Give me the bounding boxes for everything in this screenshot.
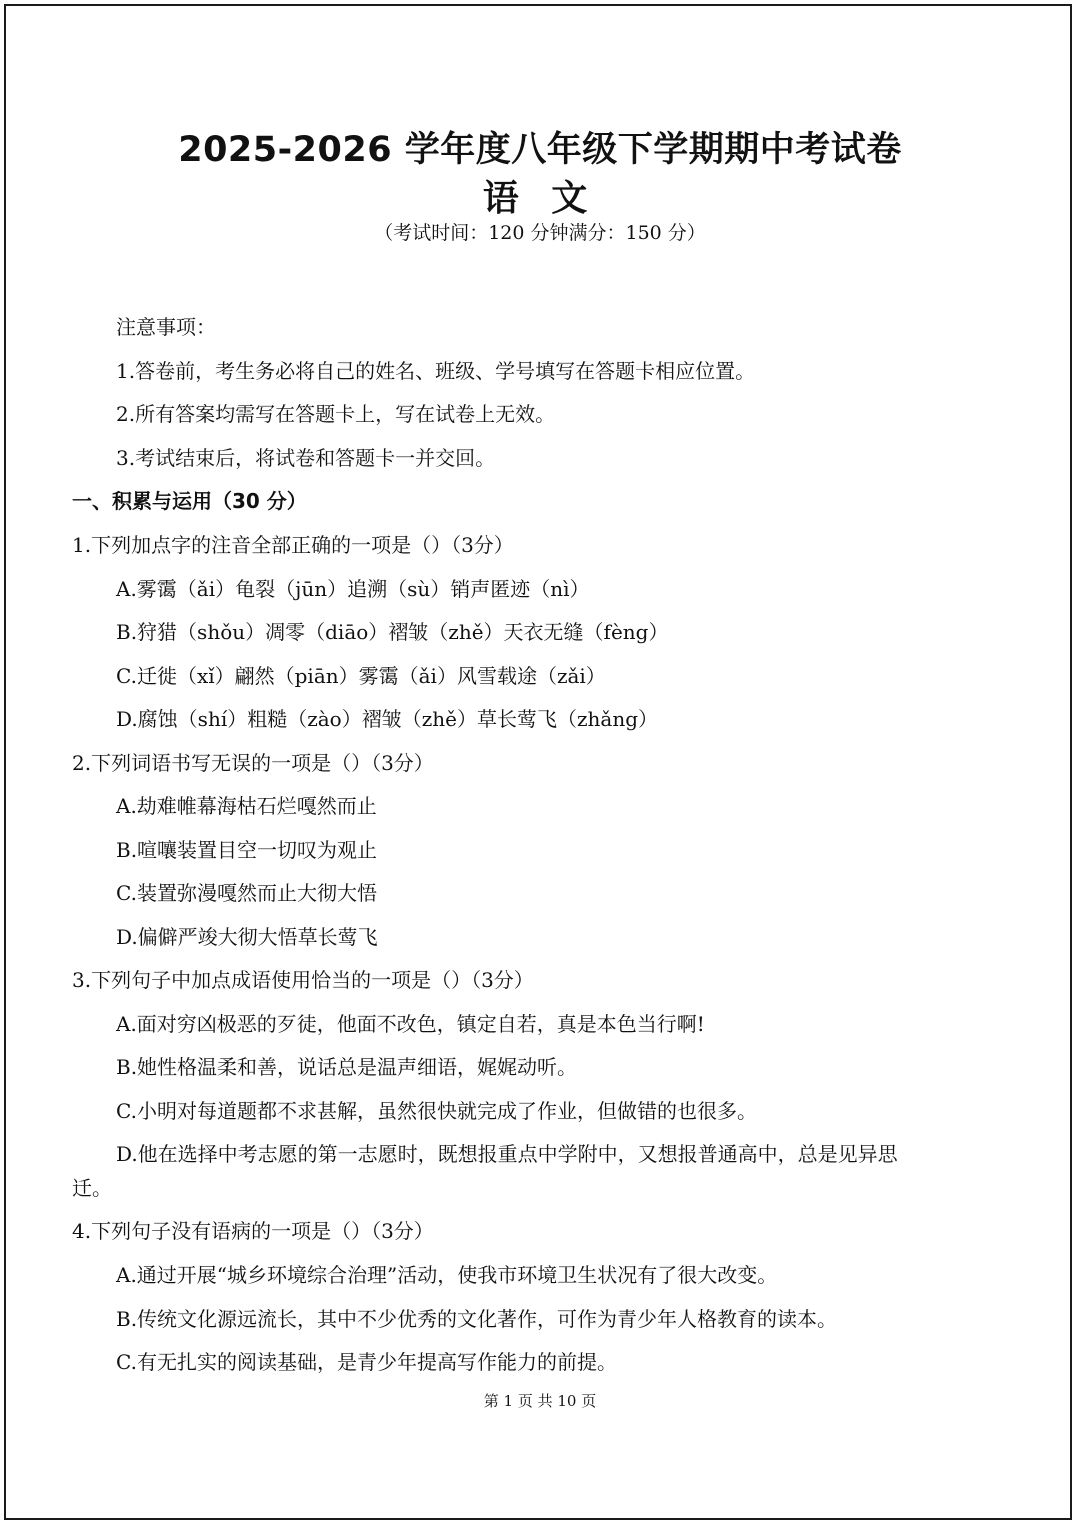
question-stem: 3.下列句子中加点成语使用恰当的一项是（）（3分） [72, 968, 534, 992]
question-option: C.小明对每道题都不求甚解，虽然很快就完成了作业，但做错的也很多。 [116, 1099, 757, 1123]
question-option: B.她性格温柔和善，说话总是温声细语，娓娓动听。 [116, 1055, 578, 1079]
question-option: B.喧嚷装置目空一切叹为观止 [116, 838, 378, 862]
question-option: A.面对穷凶极恶的歹徒，他面不改色，镇定自若，真是本色当行啊! [116, 1012, 705, 1036]
question-option: D.偏僻严竣大彻大悟草长莺飞 [116, 925, 378, 949]
page-number: 第 1 页 共 10 页 [483, 1392, 597, 1410]
question-option: A.雾霭（ǎi）龟裂（jūn）追溯（sù）销声匿迹（nì） [116, 577, 590, 601]
question-option: A.劫难帷幕海枯石烂嘎然而止 [116, 794, 377, 818]
question-option: A.通过开展“城乡环境综合治理”活动，使我市环境卫生状况有了很大改变。 [116, 1263, 778, 1287]
question-option: C.迁徙（xǐ）翩然（piān）雾霭（ǎi）风雪载途（zǎi） [116, 664, 606, 688]
question-stem: 1.下列加点字的注音全部正确的一项是（）（3分） [72, 533, 514, 557]
question-option-continuation: 迁。 [72, 1176, 112, 1200]
exam-info: （考试时间：120 分钟满分：150 分） [374, 222, 706, 244]
notice-item: 1.答卷前，考生务必将自己的姓名、班级、学号填写在答题卡相应位置。 [116, 359, 756, 383]
notice-item: 2.所有答案均需写在答题卡上，写在试卷上无效。 [116, 402, 556, 426]
subject-title: 语 文 [482, 178, 598, 219]
question-option: D.他在选择中考志愿的第一志愿时，既想报重点中学附中，又想报普通高中，总是见异思 [116, 1142, 898, 1166]
question-option: C.装置弥漫嘎然而止大彻大悟 [116, 881, 377, 905]
question-stem: 4.下列句子没有语病的一项是（）（3分） [72, 1219, 434, 1243]
question-option: B.传统文化源远流长，其中不少优秀的文化著作，可作为青少年人格教育的读本。 [116, 1307, 838, 1331]
exam-title: 2025-2026 学年度八年级下学期期中考试卷 [178, 130, 902, 170]
notice-item: 3.考试结束后，将试卷和答题卡一并交回。 [116, 446, 496, 470]
notice-heading: 注意事项： [116, 315, 216, 339]
section-heading: 一、积累与运用（30 分） [72, 489, 307, 513]
question-option: B.狩猎（shǒu）凋零（diāo）褶皱（zhě）天衣无缝（fèng） [116, 620, 669, 644]
question-stem: 2.下列词语书写无误的一项是（）（3分） [72, 751, 434, 775]
question-option: C.有无扎实的阅读基础，是青少年提高写作能力的前提。 [116, 1350, 617, 1374]
question-option: D.腐蚀（shí）粗糙（zào）褶皱（zhě）草长莺飞（zhǎng） [116, 707, 659, 731]
